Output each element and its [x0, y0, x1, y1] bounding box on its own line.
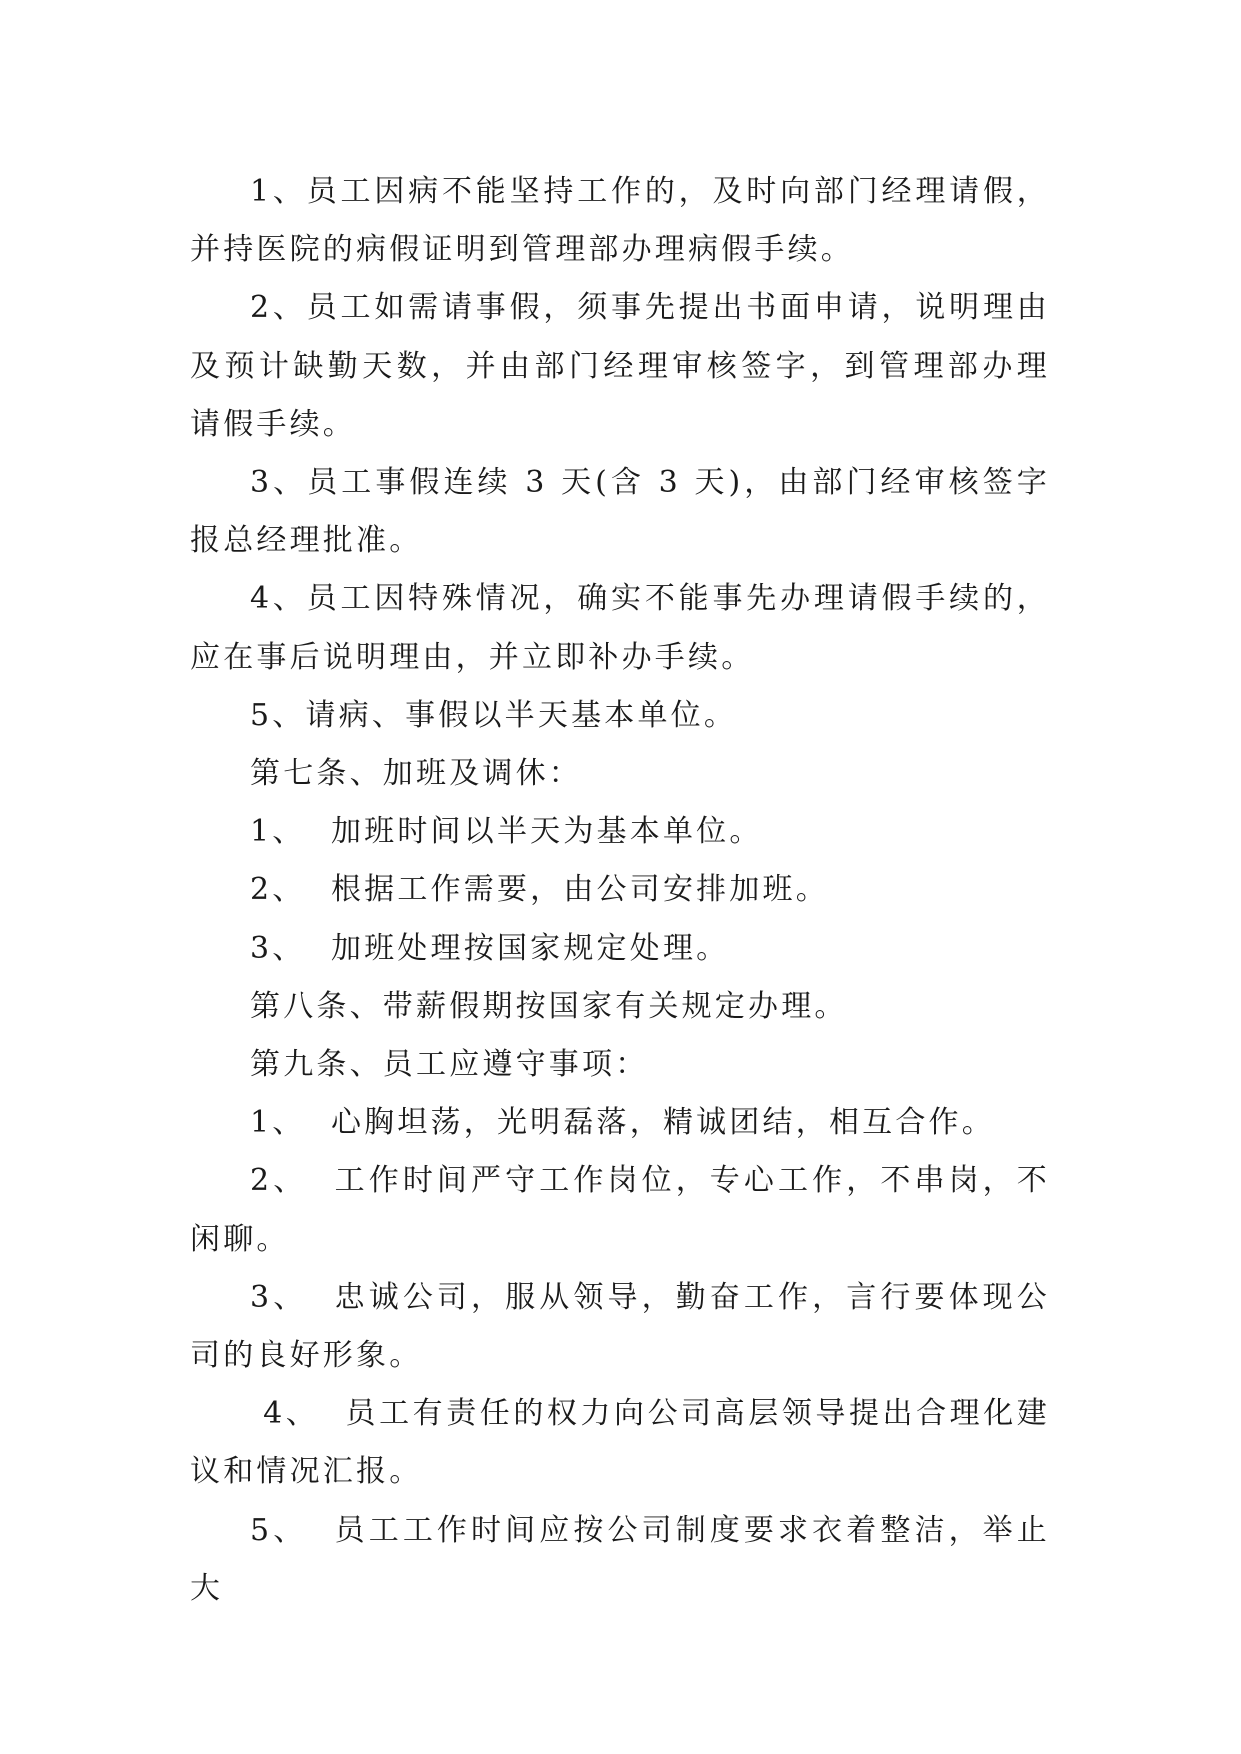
paragraph-conduct-2: 2、 工作时间严守工作岗位，专心工作，不串岗，不闲聊。	[190, 1163, 1050, 1257]
paragraph-sick-leave: 1、员工因病不能坚持工作的，及时向部门经理请假，并持医院的病假证明到管理部办理病假手续。	[190, 174, 1050, 268]
paragraph-leave-unit: 5、请病、事假以半天基本单位。	[250, 697, 738, 733]
paragraph-overtime-arrangement: 2、 根据工作需要，由公司安排加班。	[250, 872, 829, 908]
paragraph-conduct-3: 3、 忠诚公司，服从领导，勤奋工作，言行要体现公司的良好形象。	[190, 1279, 1050, 1374]
paragraph-special-circumstances: 4、员工因特殊情况，确实不能事先办理请假手续的，应在事后说明理由，并立即补办手续。	[190, 581, 1050, 675]
paragraph-overtime-handling: 3、 加班处理按国家规定处理。	[250, 930, 730, 966]
paragraph-conduct-4: 4、 员工有责任的权力向公司高层领导提出合理化建议和情况汇报。	[190, 1396, 1050, 1490]
paragraph-personal-leave: 2、员工如需请事假，须事先提出书面申请，说明理由及预计缺勤天数，并由部门经理审核签字，到管理部办理请假手续。	[190, 290, 1050, 442]
document-body	[190, 163, 1050, 1618]
paragraph-three-day-leave: 3、员工事假连续 3 天(含 3 天)，由部门经审核签字报总经理批准。	[190, 465, 1050, 559]
heading-article-eight: 第八条、带薪假期按国家有关规定办理。	[250, 988, 848, 1024]
heading-article-nine: 第九条、员工应遵守事项：	[250, 1047, 649, 1083]
paragraph-conduct-5: 5、 员工工作时间应按公司制度要求衣着整洁，举止大	[190, 1512, 1050, 1606]
heading-article-seven: 第七条、加班及调休：	[250, 756, 582, 792]
paragraph-overtime-unit: 1、 加班时间以半天为基本单位。	[250, 814, 763, 850]
paragraph-conduct-1: 1、 心胸坦荡，光明磊落，精诚团结，相互合作。	[250, 1105, 995, 1141]
